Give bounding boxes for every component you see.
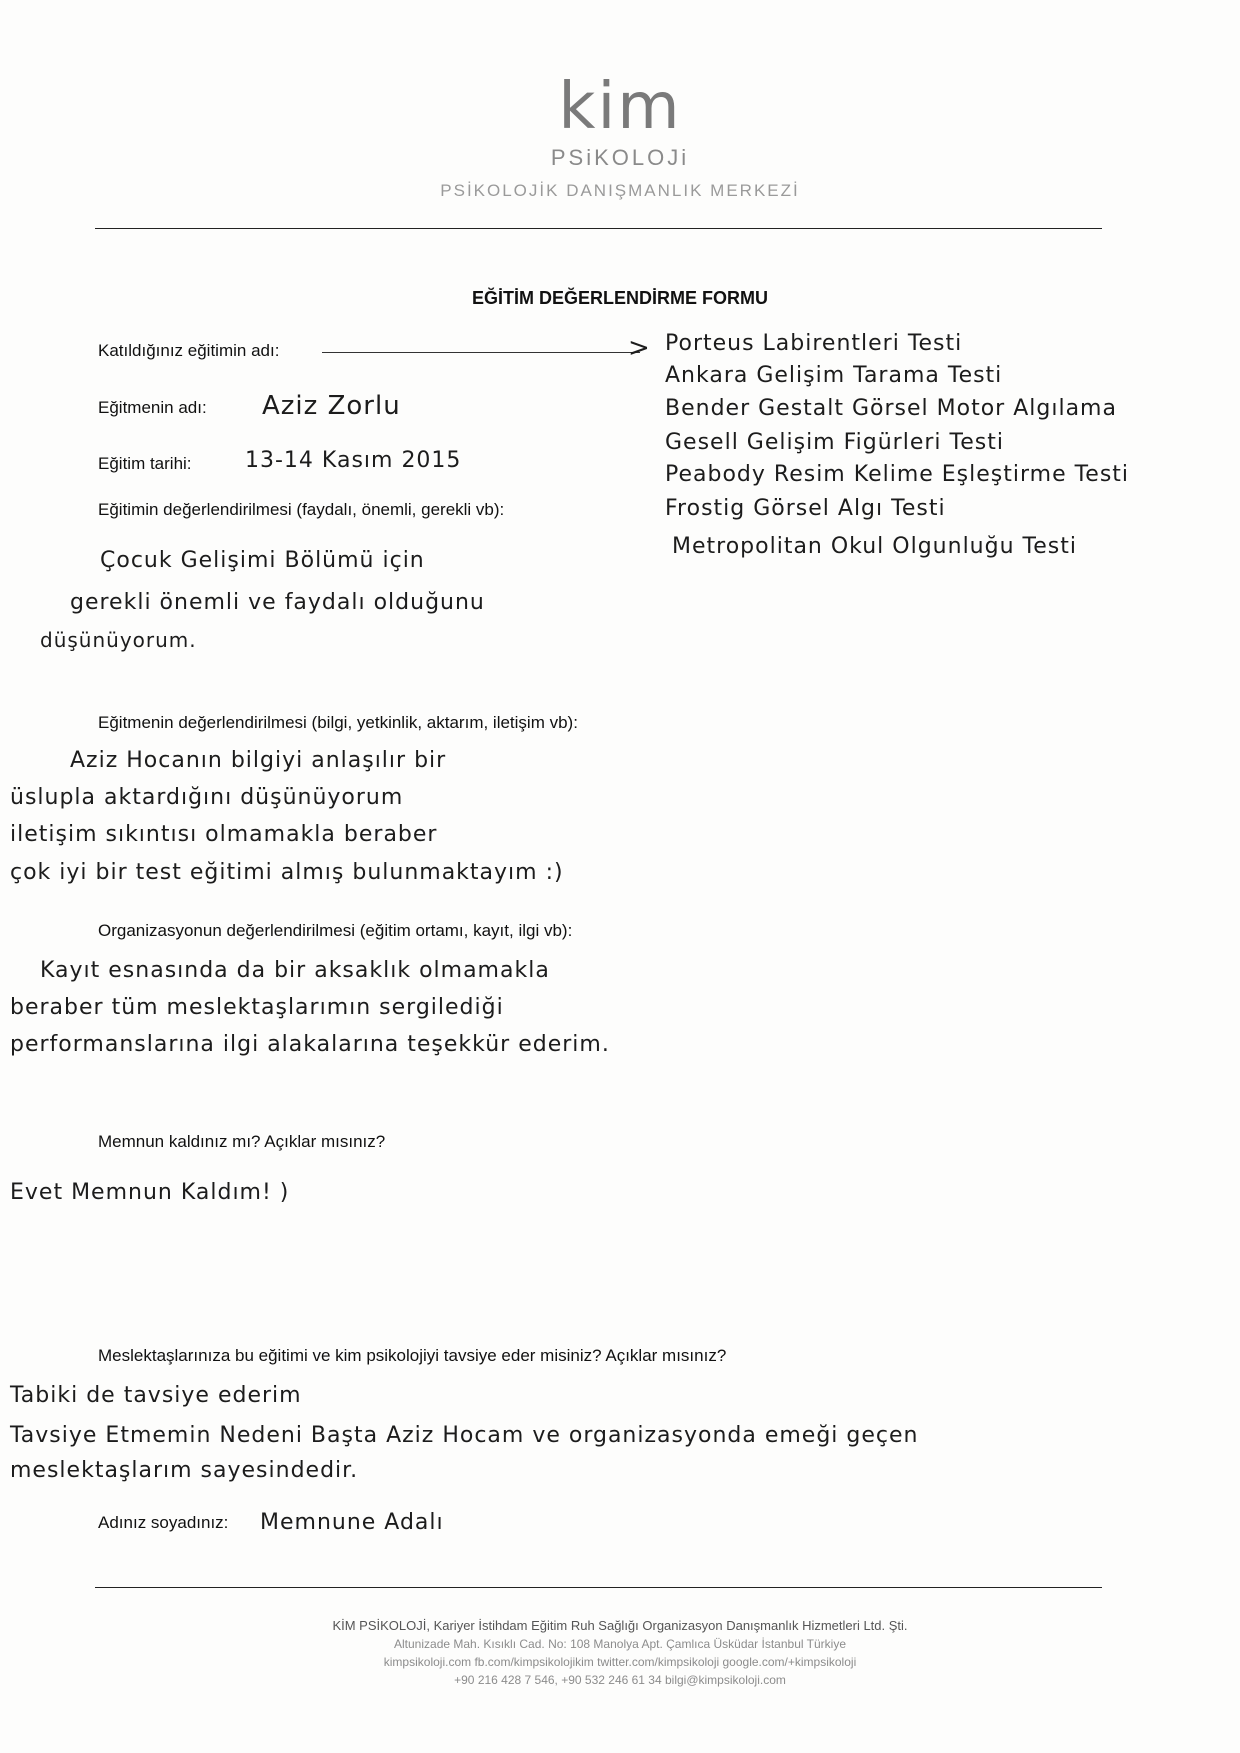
logo-mark: kim <box>558 70 682 144</box>
evaluation-line: Çocuk Gelişimi Bölümü için <box>100 548 425 573</box>
form-title: EĞİTİM DEĞERLENDİRME FORMU <box>472 288 768 308</box>
recommend-line: Tabiki de tavsiye ederim <box>10 1383 302 1408</box>
recommend-line: Tavsiye Etmemin Nedeni Başta Aziz Hocam ve organizasyonda emeği geçen <box>10 1423 919 1448</box>
training-name-line <box>322 352 640 353</box>
training-name-label: Katıldığınız eğitimin adı: <box>98 341 280 360</box>
trainer-name-value: Aziz Zorlu <box>262 391 401 421</box>
footer-company: KİM PSİKOLOJİ, Kariyer İstihdam Eğitim Ruh Sağlığı Organizasyon Danışmanlık Hizmetleri Ltd. Şti. <box>332 1618 908 1633</box>
footer-links: kimpsikoloji.com fb.com/kimpsikolojikim twitter.com/kimpsikoloji google.com/+kimpsikoloji <box>383 1655 857 1669</box>
test-item: Frostig Görsel Algı Testi <box>665 496 946 521</box>
recommend-line: meslektaşlarım sayesindedir. <box>10 1458 359 1483</box>
test-item: Metropolitan Okul Olgunluğu Testi <box>672 534 1077 559</box>
test-item: Ankara Gelişim Tarama Testi <box>665 363 1003 388</box>
arrow-mark: > <box>628 333 651 363</box>
logo-name: PSiKOLOJi <box>550 145 690 170</box>
organization-line: Kayıt esnasında da bir aksaklık olmamakla <box>40 958 550 983</box>
trainer-evaluation-line: çok iyi bir test eğitimi almış bulunmaktayım :) <box>10 860 564 885</box>
organization-label: Organizasyonun değerlendirilmesi (eğitim ortamı, kayıt, ilgi vb): <box>98 921 573 940</box>
organization-line: beraber tüm meslektaşlarımın sergilediği <box>10 995 504 1020</box>
footer-address: Altunizade Mah. Kısıklı Cad. No: 108 Manolya Apt. Çamlıca Üsküdar İstanbul Türkiye <box>394 1637 846 1651</box>
recommend-label: Meslektaşlarınıza bu eğitimi ve kim psikolojiyi tavsiye eder misiniz? Açıklar mısınız? <box>98 1346 727 1365</box>
trainer-evaluation-label: Eğitmenin değerlendirilmesi (bilgi, yetkinlik, aktarım, iletişim vb): <box>98 713 578 732</box>
test-item: Bender Gestalt Görsel Motor Algılama <box>665 396 1117 421</box>
evaluation-label: Eğitimin değerlendirilmesi (faydalı, önemli, gerekli vb): <box>98 500 505 519</box>
training-date-value: 13-14 Kasım 2015 <box>245 448 462 473</box>
footer-contact: +90 216 428 7 546, +90 532 246 61 34 bilgi@kimpsikoloji.com <box>454 1673 786 1687</box>
trainer-evaluation-line: üslupla aktardığını düşünüyorum <box>10 785 404 810</box>
test-item: Porteus Labirentleri Testi <box>665 331 963 356</box>
logo-tagline: PSİKOLOJİK DANIŞMANLIK MERKEZİ <box>440 181 800 200</box>
evaluation-line: gerekli önemli ve faydalı olduğunu <box>70 590 485 615</box>
trainer-evaluation-line: Aziz Hocanın bilgiyi anlaşılır bir <box>70 748 447 773</box>
trainer-name-label: Eğitmenin adı: <box>98 398 207 417</box>
test-item: Gesell Gelişim Figürleri Testi <box>665 430 1004 455</box>
evaluation-line: düşünüyorum. <box>40 628 197 652</box>
footer-divider <box>95 1587 1102 1588</box>
satisfaction-label: Memnun kaldınız mı? Açıklar mısınız? <box>98 1132 386 1151</box>
header-divider <box>95 228 1102 229</box>
satisfaction-value: Evet Memnun Kaldım! ) <box>10 1180 290 1205</box>
trainer-evaluation-line: iletişim sıkıntısı olmamakla beraber <box>10 822 438 847</box>
training-date-label: Eğitim tarihi: <box>98 454 192 473</box>
organization-line: performanslarına ilgi alakalarına teşekkür ederim. <box>10 1032 610 1057</box>
name-label: Adınız soyadınız: <box>98 1513 229 1532</box>
test-item: Peabody Resim Kelime Eşleştirme Testi <box>665 462 1130 487</box>
footer <box>0 1618 1240 1691</box>
name-value: Memnune Adalı <box>260 1510 444 1535</box>
logo <box>0 70 1240 201</box>
